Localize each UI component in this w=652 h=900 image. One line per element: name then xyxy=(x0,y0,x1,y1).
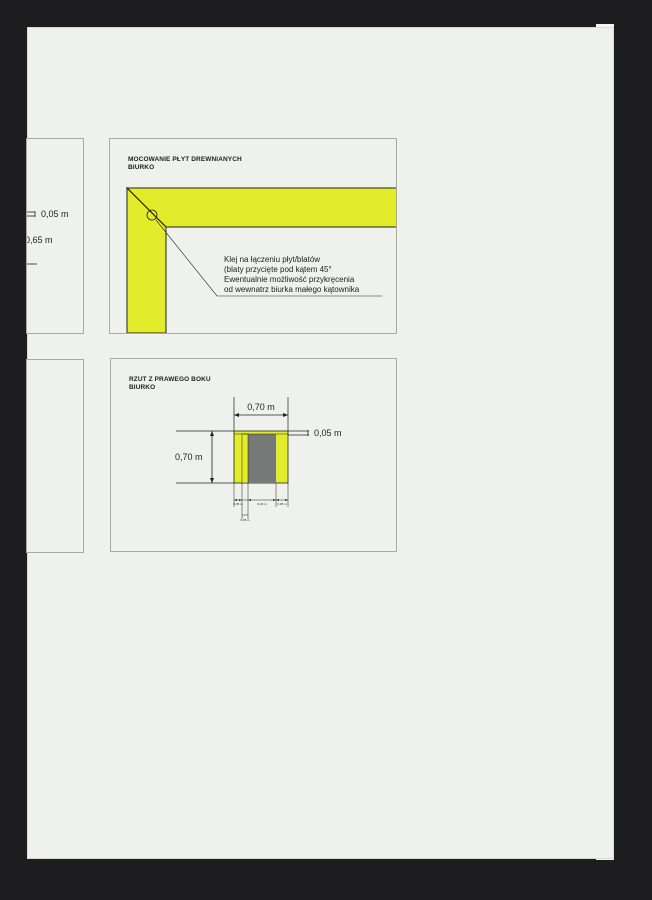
dim-height-label: 0,70 m xyxy=(175,452,203,462)
drawing-sheet xyxy=(28,28,613,858)
dim-width-label: 0,70 m xyxy=(247,402,275,412)
joint-note-line-3: Ewentualnie możliwość przykręcenia xyxy=(224,275,355,284)
panel-mocowanie-title-line2: BIURKO xyxy=(128,164,155,171)
joint-note-line-2: (blaty przycięte pod kątem 45° xyxy=(224,265,332,274)
dim-bottom-mid-label: 0,30 m xyxy=(257,502,267,506)
panel-left-top xyxy=(26,138,84,334)
dim-bottom-sub-label: 0,05 m xyxy=(240,518,250,522)
panel-left-bottom xyxy=(26,359,84,553)
joint-note-line-1: Klej na łączeniu płyt/blatów xyxy=(224,255,321,264)
dim-label-height: 0,65 m xyxy=(27,235,53,245)
panel-rzut-title-line2: BIURKO xyxy=(129,384,156,391)
dim-label-board: 0,05 m xyxy=(41,209,69,219)
dim-board-label: 0,05 m xyxy=(314,428,342,438)
panel-mocowanie xyxy=(109,138,397,334)
joint-note xyxy=(224,255,359,295)
joint-drawing xyxy=(110,139,396,333)
panel-left-top-drawing xyxy=(27,139,83,333)
dim-bottom-left-label: 0,05 m xyxy=(233,502,243,506)
panel-rzut xyxy=(110,358,397,552)
dim-bottom-right-label: 0,05 m xyxy=(277,502,287,506)
joint-note-line-4: od wewnatrz biurka małego kątownika xyxy=(224,285,360,294)
side-view-drawing xyxy=(111,359,396,551)
panel-rzut-title-line1: RZUT Z PRAWEGO BOKU xyxy=(129,376,211,383)
panel-mocowanie-title-line1: MOCOWANIE PŁYT DREWNIANYCH xyxy=(128,156,242,163)
